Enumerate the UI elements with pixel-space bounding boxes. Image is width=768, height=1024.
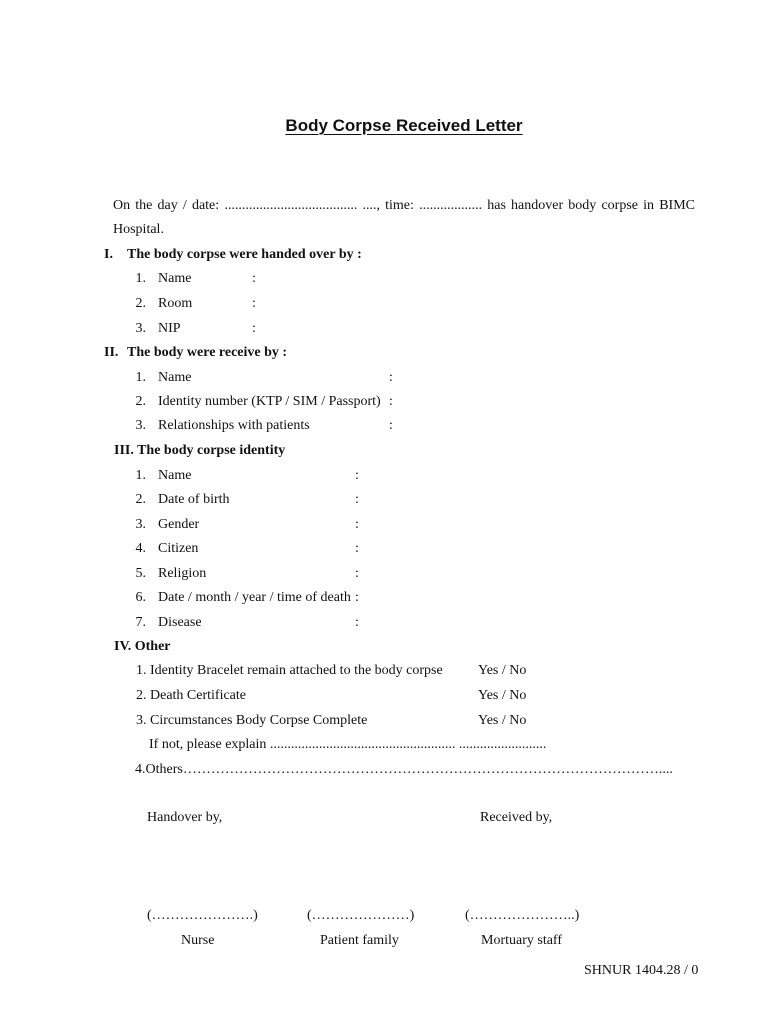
item-number: 3. [135,321,146,336]
section-4-option-bracelet: Yes / No [478,663,527,678]
item-label: Name [158,468,192,483]
item-colon: : [355,566,359,581]
item-colon: : [389,370,393,385]
item-label: Gender [158,517,200,532]
document-code: SHNUR 1404.28 / 0 [584,963,699,978]
section-4-heading: IV. Other [114,639,171,654]
received-by-label: Received by, [480,810,553,825]
section-1-numeral: I. [104,247,113,262]
signature-blank-mortuary-staff: (…………………..) [465,908,580,923]
item-colon: : [355,615,359,630]
role-mortuary-staff: Mortuary staff [481,933,562,948]
item-number: 2. [135,296,146,311]
section-4-option-circumstances: Yes / No [478,713,527,728]
item-number: 3. [135,517,146,532]
item-colon: : [355,541,359,556]
item-number: 4. [135,541,146,556]
section-4-explain-line: If not, please explain ..................................................... ......................... [149,737,547,752]
item-label: NIP [158,321,181,336]
intro-text-line1: On the day / date: ...................................... ...., time: .................. has handover body corpse in BIMC [113,198,695,213]
item-colon: : [389,394,393,409]
item-colon: : [252,321,256,336]
item-colon: : [355,492,359,507]
role-patient-family: Patient family [320,933,399,948]
section-4-others-line: 4.Others………………………………………………………………………………………….... [135,762,673,777]
section-2-heading: The body were receive by : [127,345,288,360]
intro-text-line2: Hospital. [113,222,164,237]
item-colon: : [252,271,256,286]
item-label: Date / month / year / time of death [158,590,351,605]
section-3-heading: III. The body corpse identity [114,443,286,458]
section-2-numeral: II. [104,345,119,360]
signature-blank-patient-family: (…………………) [307,908,415,923]
item-number: 3. [135,418,146,433]
item-number: 7. [135,615,146,630]
item-label: Identity number (KTP / SIM / Passport) [158,394,381,409]
document-title: Body Corpse Received Letter [285,116,523,135]
item-number: 6. [135,590,146,605]
item-number: 5. [135,566,146,581]
item-number: 1. [135,271,146,286]
item-label: Name [158,271,192,286]
item-number: 1. [135,468,146,483]
item-colon: : [355,517,359,532]
handover-by-label: Handover by, [147,810,223,825]
item-number: 2. [135,394,146,409]
signature-blank-nurse: (………………….) [147,908,258,923]
item-label: Name [158,370,192,385]
section-4-item-circumstances: 3. Circumstances Body Corpse Complete [136,713,368,728]
section-4-item-death-certificate: 2. Death Certificate [136,688,247,703]
item-label: Citizen [158,541,199,556]
item-label: Room [158,296,193,311]
role-nurse: Nurse [181,933,215,948]
section-4-option-death-certificate: Yes / No [478,688,527,703]
item-colon: : [355,468,359,483]
item-label: Date of birth [158,492,230,507]
item-colon: : [389,418,393,433]
item-label: Relationships with patients [158,418,310,433]
section-4-item-bracelet: 1. Identity Bracelet remain attached to the body corpse [136,663,443,678]
item-colon: : [355,590,359,605]
item-label: Disease [158,615,202,630]
item-number: 2. [135,492,146,507]
section-1-heading: The body corpse were handed over by : [127,247,362,262]
item-colon: : [252,296,256,311]
item-number: 1. [135,370,146,385]
item-label: Religion [158,566,207,581]
